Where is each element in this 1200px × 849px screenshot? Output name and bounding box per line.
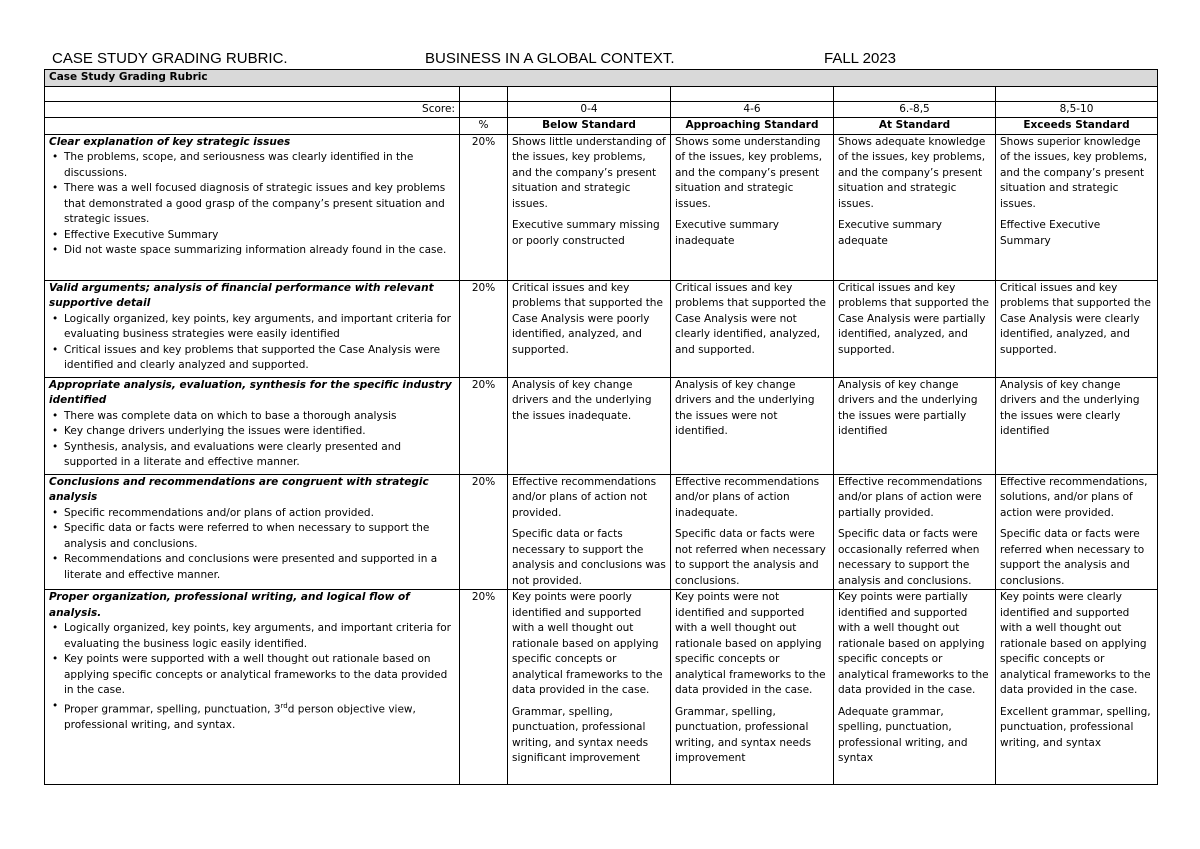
level-description: Shows superior knowledge of the issues, key problems, and the company’s present situation and strategic issues. — [1000, 135, 1148, 210]
level-description: Key points were clearly identified and supported with a well thought out rationale based on applying specific concepts or analytical frameworks to the data provided in the case. — [1000, 591, 1151, 696]
criterion-bullets — [49, 312, 455, 374]
level-description: Executive summary adequate — [838, 219, 943, 247]
criterion-bullets — [49, 621, 455, 733]
level-description-cell — [671, 590, 834, 785]
criterion-bullet: • Recommendations and conclusions were presented and supported in a literate and effective manner. — [64, 552, 455, 583]
spacer-row — [45, 86, 1158, 101]
criterion-title: Conclusions and recommendations are congruent with strategic analysis — [49, 475, 429, 503]
percent-label: % — [460, 118, 508, 135]
criterion-title: Clear explanation of key strategic issues — [49, 135, 291, 148]
level-description: Adequate grammar, spelling, punctuation, professional writing, and syntax — [838, 705, 968, 764]
criterion-bullets — [49, 506, 455, 584]
level-description: Critical issues and key problems that supported the Case Analysis were clearly identified, analyzed, and supported. — [1000, 281, 1151, 356]
criterion-title: Appropriate analysis, evaluation, synthesis for the specific industry identified — [49, 378, 452, 406]
criterion-bullet: • Synthesis, analysis, and evaluations were clearly presented and supported in a literate and effective manner. — [64, 440, 455, 471]
level-description: Analysis of key change drivers and the underlying the issues were not identified. — [675, 378, 815, 437]
level-description: Specific data or facts were occasionally referred when necessary to support the analysis and conclusions. — [838, 528, 980, 587]
weight-cell: 20% — [460, 377, 508, 474]
criterion-title: Proper organization, professional writing, and logical flow of analysis. — [49, 591, 410, 619]
level-description: Effective recommendations, solutions, and/or plans of action were provided. — [1000, 475, 1148, 519]
level-label: At Standard — [834, 118, 996, 135]
criterion-bullets — [49, 150, 455, 259]
level-description: Shows little understanding of the issues, key problems, and the company’s present situation and strategic issues. — [512, 135, 666, 210]
criterion-cell — [45, 377, 460, 474]
criterion-row — [45, 377, 1158, 474]
level-description-cell — [834, 474, 996, 590]
level-description-cell — [508, 377, 671, 474]
table-title: Case Study Grading Rubric — [45, 70, 1158, 87]
level-description: Critical issues and key problems that supported the Case Analysis were not clearly identified, analyzed, and supported. — [675, 281, 826, 356]
level-description-cell — [671, 280, 834, 377]
level-description: Critical issues and key problems that supported the Case Analysis were poorly identified, analyzed, and supported. — [512, 281, 663, 356]
weight-cell: 20% — [460, 590, 508, 785]
level-label: Approaching Standard — [671, 118, 834, 135]
criterion-bullet: • There was a well focused diagnosis of strategic issues and key problems that demonstrated a good grasp of the company’s present situation and strategic issues. — [64, 181, 455, 228]
level-description-cell — [996, 474, 1158, 590]
criterion-row — [45, 474, 1158, 590]
level-description: Effective Executive Summary — [1000, 219, 1101, 247]
level-description: Key points were not identified and supported with a well thought out rationale based on applying specific concepts or analytical frameworks to the data provided in the case. — [675, 591, 826, 696]
score-range: 0-4 — [508, 101, 671, 118]
criterion-row — [45, 280, 1158, 377]
level-description: Specific data or facts were not referred when necessary to support the analysis and conclusions. — [675, 528, 826, 587]
level-description: Shows some understanding of the issues, key problems, and the company’s present situation and strategic issues. — [675, 135, 823, 210]
level-description: Effective recommendations and/or plans of action were partially provided. — [838, 475, 983, 519]
criterion-bullet: • Proper grammar, spelling, punctuation, 3rdd person objective view, professional writing, and syntax. — [64, 699, 455, 734]
score-range: 6.-8,5 — [834, 101, 996, 118]
score-label: Score: — [45, 101, 460, 118]
level-description: Analysis of key change drivers and the underlying the issues were partially identified — [838, 378, 978, 437]
level-description-cell — [508, 474, 671, 590]
criterion-bullet: • There was complete data on which to base a thorough analysis — [64, 409, 455, 425]
criterion-bullet: • Specific data or facts were referred to when necessary to support the analysis and conclusions. — [64, 521, 455, 552]
level-label: Exceeds Standard — [996, 118, 1158, 135]
level-description-cell — [834, 134, 996, 280]
course-heading: BUSINESS IN A GLOBAL CONTEXT. — [425, 50, 675, 67]
criterion-bullet: • Key points were supported with a well thought out rationale based on applying specific concepts or analytical frameworks to the data provided in the case. — [64, 652, 455, 699]
criterion-cell — [45, 474, 460, 590]
level-header-row — [45, 118, 1158, 135]
criterion-bullet: • The problems, scope, and seriousness was clearly identified in the discussions. — [64, 150, 455, 181]
criterion-bullet: • Logically organized, key points, key arguments, and important criteria for evaluating business strategies were easily identified — [64, 312, 455, 343]
level-description: Key points were partially identified and supported with a well thought out rationale based on applying specific concepts or analytical frameworks to the data provided in the case. — [838, 591, 989, 696]
level-description: Grammar, spelling, punctuation, professional writing, and syntax needs significant improvement — [512, 705, 649, 764]
criterion-bullet: • Critical issues and key problems that supported the Case Analysis were identified and clearly analyzed and supported. — [64, 343, 455, 374]
level-description: Excellent grammar, spelling, punctuation, professional writing, and syntax — [1000, 705, 1151, 749]
level-description-cell — [834, 377, 996, 474]
criterion-bullets — [49, 409, 455, 471]
level-description: Effective recommendations and/or plans of action inadequate. — [675, 475, 820, 519]
score-range-row — [45, 101, 1158, 118]
level-description-cell — [671, 377, 834, 474]
level-description-cell — [996, 590, 1158, 785]
level-description-cell — [508, 280, 671, 377]
level-description-cell — [996, 280, 1158, 377]
level-label: Below Standard — [508, 118, 671, 135]
weight-cell: 20% — [460, 280, 508, 377]
level-description-cell — [834, 280, 996, 377]
level-description-cell — [996, 377, 1158, 474]
level-description: Key points were poorly identified and supported with a well thought out rationale based on applying specific concepts or analytical frameworks to the data provided in the case. — [512, 591, 663, 696]
weight-cell: 20% — [460, 474, 508, 590]
level-description-cell — [671, 474, 834, 590]
level-description: Executive summary missing or poorly constructed — [512, 219, 660, 247]
term-heading: FALL 2023 — [824, 50, 897, 67]
criterion-cell — [45, 590, 460, 785]
criterion-cell — [45, 134, 460, 280]
level-description: Grammar, spelling, punctuation, professional writing, and syntax needs improvement — [675, 705, 812, 764]
level-description-cell — [508, 590, 671, 785]
score-range: 4-6 — [671, 101, 834, 118]
ordinal-suffix: rd — [280, 701, 288, 710]
weight-cell: 20% — [460, 134, 508, 280]
criterion-bullet: • Specific recommendations and/or plans of action provided. — [64, 506, 455, 522]
level-description: Critical issues and key problems that supported the Case Analysis were partially identified, analyzed, and supported. — [838, 281, 989, 356]
level-description: Analysis of key change drivers and the underlying the issues were clearly identified — [1000, 378, 1140, 437]
level-description: Executive summary inadequate — [675, 219, 780, 247]
criterion-bullet: • Logically organized, key points, key arguments, and important criteria for evaluating the business logic easily identified. — [64, 621, 455, 652]
grading-rubric-table — [44, 69, 1158, 785]
level-description: Effective recommendations and/or plans of action not provided. — [512, 475, 657, 519]
level-description: Shows adequate knowledge of the issues, key problems, and the company’s present situation and strategic issues. — [838, 135, 986, 210]
criterion-bullet: • Effective Executive Summary — [64, 228, 455, 244]
level-description-cell — [996, 134, 1158, 280]
criterion-cell — [45, 280, 460, 377]
level-description-cell — [671, 134, 834, 280]
criterion-bullet: • Key change drivers underlying the issues were identified. — [64, 424, 455, 440]
criterion-title: Valid arguments; analysis of financial performance with relevant supportive detail — [49, 281, 434, 309]
level-description-cell — [834, 590, 996, 785]
rubric-heading: CASE STUDY GRADING RUBRIC. — [52, 50, 288, 67]
criterion-row — [45, 590, 1158, 785]
criterion-bullet: • Did not waste space summarizing information already found in the case. — [64, 243, 455, 259]
level-description-cell — [508, 134, 671, 280]
level-description: Analysis of key change drivers and the underlying the issues inadequate. — [512, 378, 652, 422]
score-range: 8,5-10 — [996, 101, 1158, 118]
level-description: Specific data or facts necessary to support the analysis and conclusions was not provided. — [512, 528, 666, 587]
page-header — [52, 50, 1162, 70]
criterion-row — [45, 134, 1158, 280]
level-description: Specific data or facts were referred when necessary to support the analysis and conclusions. — [1000, 528, 1145, 587]
